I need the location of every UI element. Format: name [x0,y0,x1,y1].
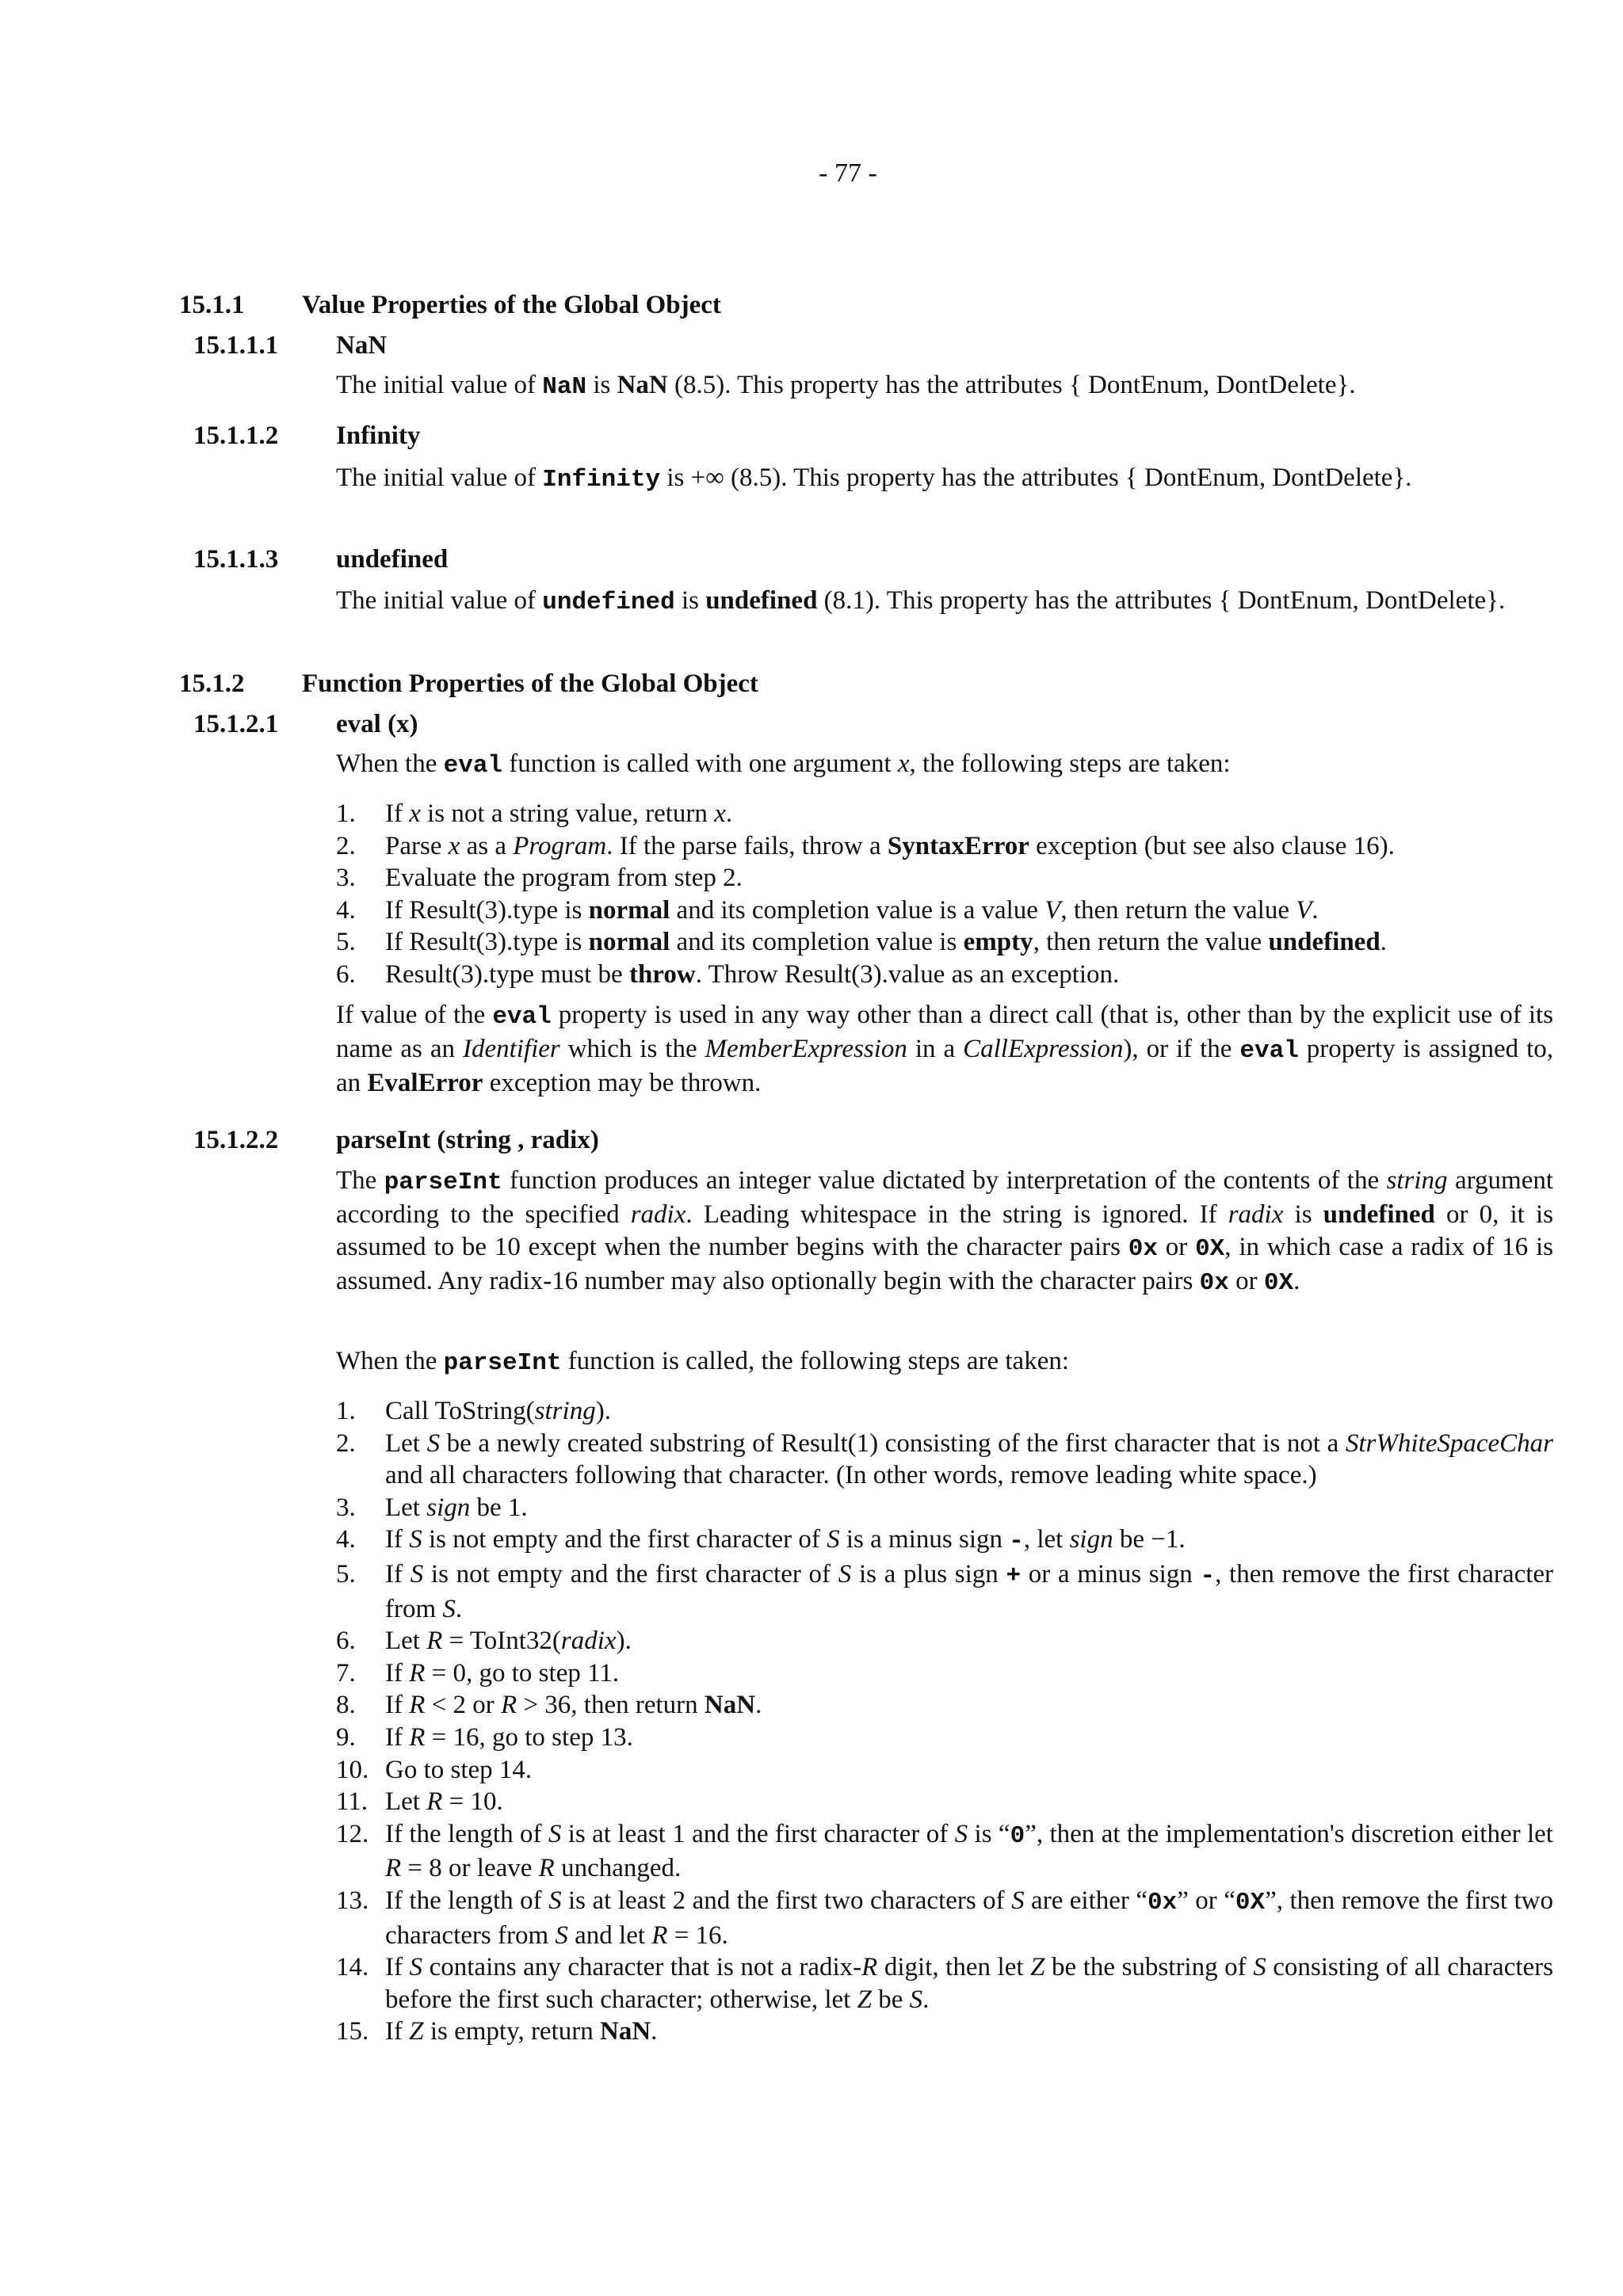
list-item: 2. Let S be a newly created substring of Result(1) consisting of the first character that is not a StrWhiteSpaceChar and all characters following that character. (In other words, remove leading white space.) [336,1428,1553,1490]
subsection-number: 15.1.1.1 [193,331,279,360]
list-item: 15. If Z is empty, return NaN. [336,2017,658,2046]
list-item: 3. Let sign be 1. [336,1493,528,1522]
section-number: 15.1.2 [179,669,245,698]
subsection-title: Infinity [336,421,421,450]
list-item: 4. If S is not empty and the first character of S is a minus sign -, let sign be −1. [336,1525,1186,1556]
undefined-paragraph: The initial value of undefined is undefined (8.1). This property has the attributes { DontEnum, DontDelete}. [336,586,1506,616]
eval-intro: When the eval function is called with one argument x, the following steps are taken: [336,749,1231,780]
list-item: 2. Parse x as a Program. If the parse fails, throw a SyntaxError exception (but see also clause 16). [336,831,1395,860]
list-item: 11. Let R = 10. [336,1787,503,1817]
nan-paragraph: The initial value of NaN is NaN (8.5). This property has the attributes { DontEnum, DontDelete}. [336,371,1356,401]
subsection-number: 15.1.2.1 [193,710,279,738]
list-item: 10. Go to step 14. [336,1755,533,1784]
section-title: Function Properties of the Global Object [302,669,758,698]
list-item: 6. Let R = ToInt32(radix). [336,1627,632,1656]
parseint-steps [336,1395,1553,2048]
list-item: 5. If Result(3).type is normal and its completion value is empty, then return the value undefined. [336,928,1387,957]
list-item: 3. Evaluate the program from step 2. [336,864,743,893]
list-item: 5. If S is not empty and the first character of S is a plus sign + or a minus sign -, then remove the first character from S. [336,1559,1554,1623]
list-item: 4. If Result(3).type is normal and its completion value is a value V, then return the value V. [336,895,1319,925]
subsection-heading-parseint [193,1126,599,1155]
subsection-number: 15.1.2.2 [193,1126,279,1154]
parseint-intro: When the parseInt function is called, the following steps are taken: [336,1347,1070,1377]
list-item: 7. If R = 0, go to step 11. [336,1658,620,1688]
page-number: - 77 - [819,158,877,188]
subsection-title: eval (x) [336,710,418,738]
subsection-number: 15.1.1.2 [193,421,279,450]
list-item: 1. If x is not a string value, return x. [336,799,733,828]
section-number: 15.1.1 [179,291,245,319]
subsection-heading-nan [193,331,387,360]
list-item: 14. If S contains any character that is not a radix-R digit, then let Z be the substring of S consisting of all characters before the first such character; otherwise, let Z be S. [336,1953,1553,2014]
subsection-title: NaN [336,331,388,360]
infinity-paragraph: The initial value of Infinity is +∞ (8.5). This property has the attributes { DontEnum, DontDelete}. [336,463,1412,494]
subsection-number: 15.1.1.3 [193,545,279,574]
subsection-title: parseInt (string , radix) [336,1126,599,1154]
section-heading-15-1-2 [179,669,758,699]
section-heading-15-1-1 [179,291,721,320]
parseint-paragraph: The parseInt function produces an integer value dictated by interpretation of the contents of the string argument according to the specified radix. Leading whitespace in the string is ignored. If radix is undefined or 0, it is assumed to be 10 except when the number begins with the character pairs 0x or 0X, in which case a radix of 16 is assumed. Any radix-16 number may also optionally begin with the character pairs 0x or 0X. [336,1166,1554,1297]
list-item: 8. If R < 2 or R > 36, then return NaN. [336,1691,762,1720]
list-item: 6. Result(3).type must be throw. Throw Result(3).value as an exception. [336,959,1120,989]
list-item: 9. If R = 16, go to step 13. [336,1722,633,1752]
section-title: Value Properties of the Global Object [302,291,721,319]
subsection-heading-infinity [193,421,420,451]
eval-paragraph: If value of the eval property is used in any way other than a direct call (that is, other than by the explicit use of its name as an Identifier which is the MemberExpression in a CallExpression), or if the eval property is assigned to, an EvalError exception may be thrown. [336,1001,1554,1097]
list-item: 13. If the length of S is at least 2 and the first two characters of S are either “0x” or “0X”, then remove the first two characters from S and let R = 16. [336,1886,1553,1950]
subsection-heading-eval [193,710,418,739]
subsection-title: undefined [336,545,449,574]
list-item: 12. If the length of S is at least 1 and the first character of S is “0”, then at the implementation's discretion either let R = 8 or leave R unchanged. [336,1819,1553,1883]
eval-steps [336,798,1553,991]
subsection-heading-undefined [193,545,448,574]
list-item: 1. Call ToString(string). [336,1397,611,1425]
